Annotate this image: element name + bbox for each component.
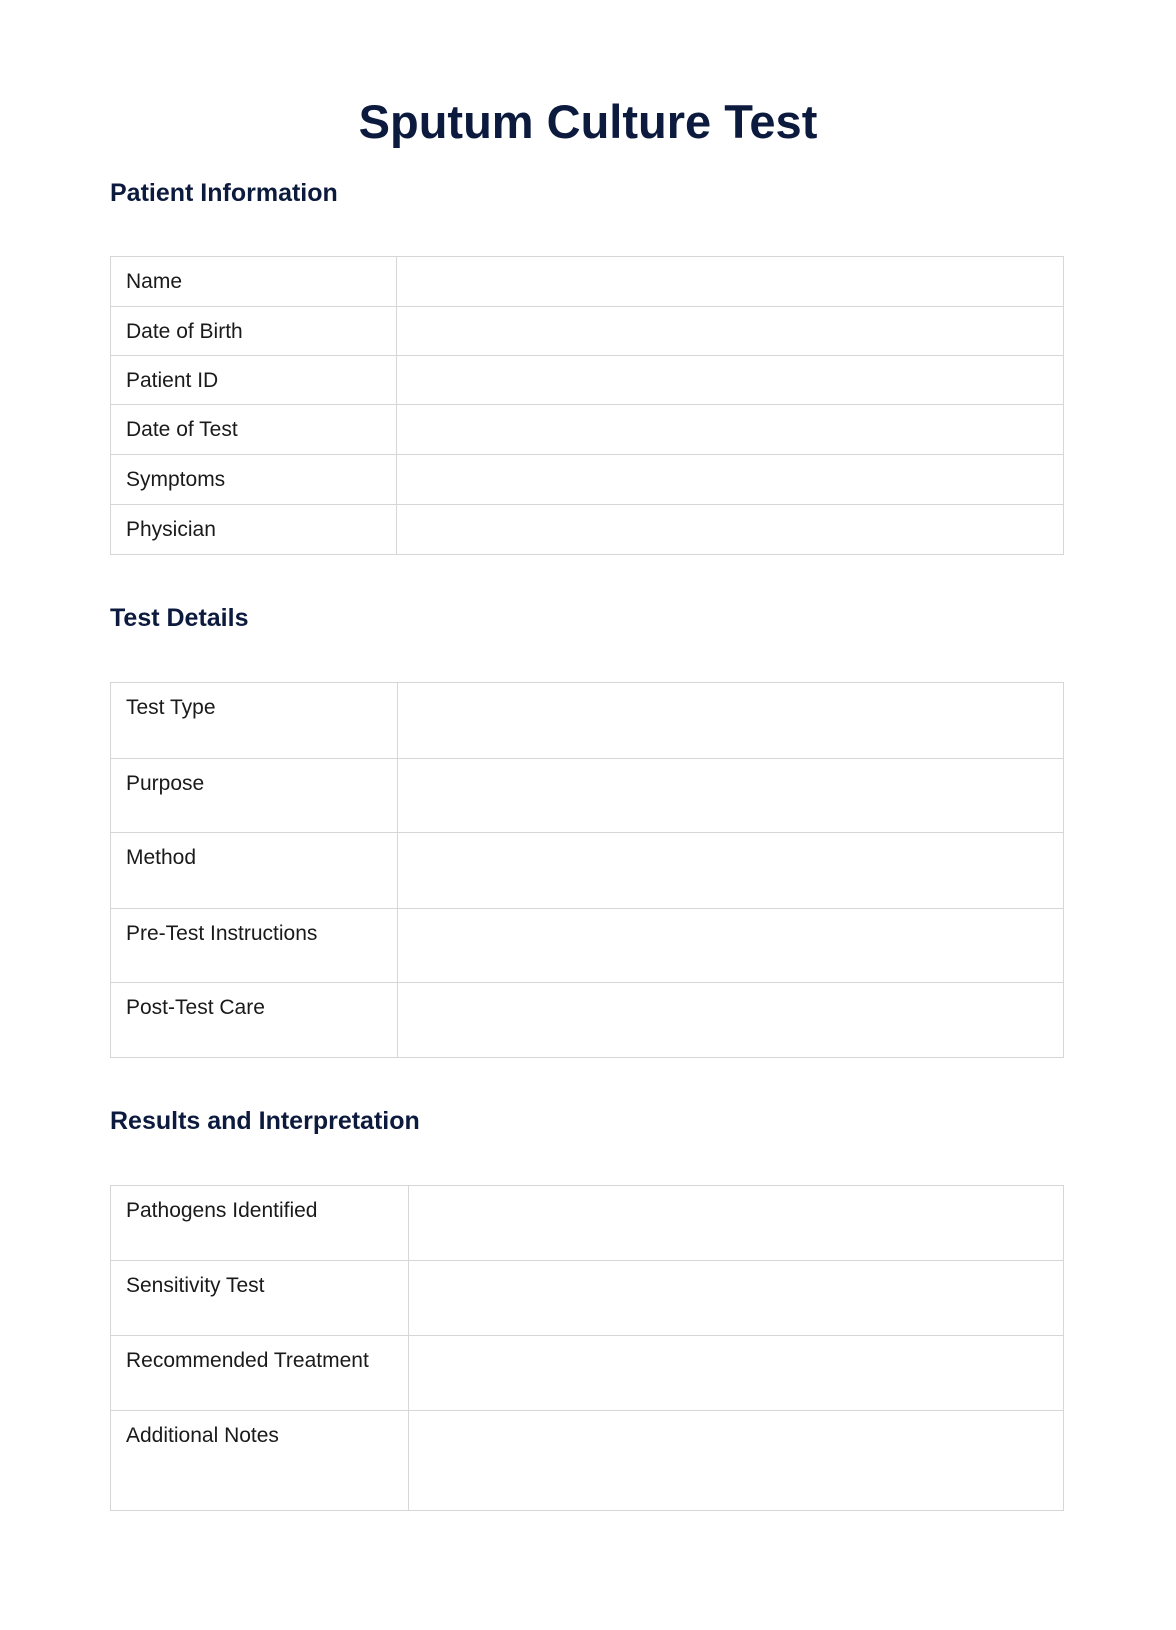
sensitivity-test-field[interactable] (409, 1261, 1064, 1336)
test-details-table (110, 682, 1064, 1058)
physician-label: Physician (111, 505, 397, 555)
sensitivity-test-label: Sensitivity Test (111, 1261, 409, 1336)
date-of-birth-label: Date of Birth (111, 307, 397, 356)
table-row (111, 455, 1064, 505)
pathogens-identified-field[interactable] (409, 1186, 1064, 1261)
table-row (111, 909, 1064, 983)
date-of-test-field[interactable] (397, 405, 1064, 455)
pre-test-instructions-field[interactable] (398, 909, 1064, 983)
purpose-label: Purpose (111, 759, 398, 833)
additional-notes-label: Additional Notes (111, 1411, 409, 1511)
patient-information-heading: Patient Information (110, 179, 338, 207)
recommended-treatment-field[interactable] (409, 1336, 1064, 1411)
recommended-treatment-label: Recommended Treatment (111, 1336, 409, 1411)
table-row (111, 1261, 1064, 1336)
patient-information-table (110, 256, 1064, 555)
table-row (111, 759, 1064, 833)
method-label: Method (111, 833, 398, 909)
table-row (111, 257, 1064, 307)
table-row (111, 983, 1064, 1058)
results-interpretation-table (110, 1185, 1064, 1511)
table-row (111, 356, 1064, 405)
table-row (111, 307, 1064, 356)
table-row (111, 405, 1064, 455)
results-interpretation-heading: Results and Interpretation (110, 1107, 420, 1135)
additional-notes-field[interactable] (409, 1411, 1064, 1511)
document-title: Sputum Culture Test (358, 95, 818, 148)
test-details-heading: Test Details (110, 604, 249, 632)
table-row (111, 1336, 1064, 1411)
patient-id-field[interactable] (397, 356, 1064, 405)
symptoms-label: Symptoms (111, 455, 397, 505)
name-field[interactable] (397, 257, 1064, 307)
symptoms-field[interactable] (397, 455, 1064, 505)
table-row (111, 1186, 1064, 1261)
physician-field[interactable] (397, 505, 1064, 555)
date-of-test-label: Date of Test (111, 405, 397, 455)
test-type-field[interactable] (398, 683, 1064, 759)
patient-id-label: Patient ID (111, 356, 397, 405)
pathogens-identified-label: Pathogens Identified (111, 1186, 409, 1261)
test-type-label: Test Type (111, 683, 398, 759)
post-test-care-field[interactable] (398, 983, 1064, 1058)
purpose-field[interactable] (398, 759, 1064, 833)
pre-test-instructions-label: Pre-Test Instructions (111, 909, 398, 983)
table-row (111, 1411, 1064, 1511)
name-label: Name (111, 257, 397, 307)
post-test-care-label: Post-Test Care (111, 983, 398, 1058)
method-field[interactable] (398, 833, 1064, 909)
table-row (111, 683, 1064, 759)
table-row (111, 505, 1064, 555)
date-of-birth-field[interactable] (397, 307, 1064, 356)
table-row (111, 833, 1064, 909)
